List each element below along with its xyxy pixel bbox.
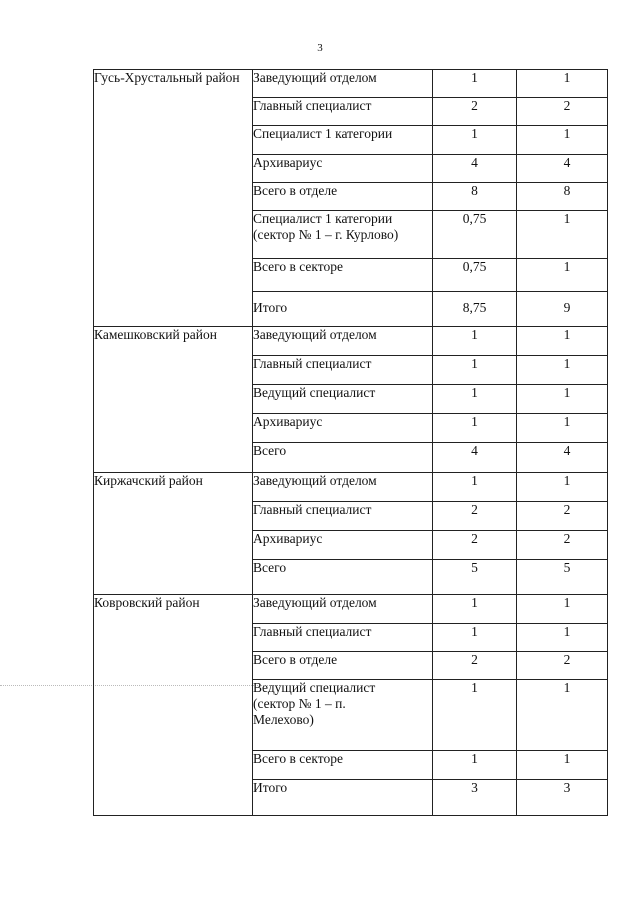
value-cell-b: 1 [517, 211, 608, 259]
value-cell-b: 1 [517, 624, 608, 652]
value-cell-b: 1 [517, 126, 608, 155]
value-cell-a: 1 [433, 751, 517, 780]
position-cell: Главный специалист [253, 98, 433, 126]
position-cell: Заведующий отделом [253, 473, 433, 502]
value-cell-a: 1 [433, 126, 517, 155]
position-cell: Специалист 1 категории (сектор № 1 – г. Курлово) [253, 211, 433, 259]
position-cell: Заведующий отделом [253, 595, 433, 624]
position-cell: Ведущий специалист [253, 385, 433, 414]
district-name: Гусь-Хрустальный район [94, 70, 253, 327]
value-cell-a: 1 [433, 624, 517, 652]
position-cell: Всего [253, 560, 433, 595]
value-cell-a: 8 [433, 183, 517, 211]
position-cell: Всего в отделе [253, 183, 433, 211]
value-cell-a: 1 [433, 680, 517, 751]
position-cell: Главный специалист [253, 624, 433, 652]
position-cell: Итого [253, 780, 433, 816]
value-cell-b: 8 [517, 183, 608, 211]
position-cell: Итого [253, 292, 433, 327]
staff-table [93, 69, 608, 816]
value-cell-b: 1 [517, 385, 608, 414]
value-cell-b: 2 [517, 652, 608, 680]
value-cell-a: 2 [433, 531, 517, 560]
value-cell-b: 9 [517, 292, 608, 327]
value-cell-a: 4 [433, 155, 517, 183]
value-cell-a: 0,75 [433, 259, 517, 292]
district-name: Киржачский район [94, 473, 253, 595]
position-cell: Заведующий отделом [253, 70, 433, 98]
value-cell-b: 3 [517, 780, 608, 816]
value-cell-b: 1 [517, 751, 608, 780]
value-cell-b: 1 [517, 414, 608, 443]
table-row [94, 595, 608, 624]
value-cell-a: 1 [433, 327, 517, 356]
position-cell: Ведущий специалист (сектор № 1 – п. Мелехово) [253, 680, 433, 751]
value-cell-a: 2 [433, 98, 517, 126]
value-cell-a: 0,75 [433, 211, 517, 259]
value-cell-b: 2 [517, 98, 608, 126]
position-cell: Заведующий отделом [253, 327, 433, 356]
value-cell-b: 1 [517, 680, 608, 751]
value-cell-a: 4 [433, 443, 517, 473]
table-row [94, 473, 608, 502]
position-cell: Архивариус [253, 155, 433, 183]
value-cell-b: 4 [517, 155, 608, 183]
value-cell-b: 1 [517, 259, 608, 292]
position-cell: Главный специалист [253, 356, 433, 385]
position-cell: Всего в отделе [253, 652, 433, 680]
position-cell: Главный специалист [253, 502, 433, 531]
position-cell: Архивариус [253, 414, 433, 443]
table-row [94, 327, 608, 356]
value-cell-b: 1 [517, 356, 608, 385]
value-cell-a: 1 [433, 473, 517, 502]
district-name: Камешковский район [94, 327, 253, 473]
value-cell-b: 1 [517, 70, 608, 98]
value-cell-a: 1 [433, 70, 517, 98]
position-cell: Всего в секторе [253, 259, 433, 292]
value-cell-a: 3 [433, 780, 517, 816]
value-cell-b: 2 [517, 531, 608, 560]
value-cell-b: 1 [517, 473, 608, 502]
value-cell-a: 1 [433, 356, 517, 385]
value-cell-a: 5 [433, 560, 517, 595]
value-cell-a: 1 [433, 414, 517, 443]
value-cell-b: 5 [517, 560, 608, 595]
value-cell-b: 2 [517, 502, 608, 531]
district-name: Ковровский район [94, 595, 253, 816]
value-cell-a: 2 [433, 652, 517, 680]
value-cell-a: 1 [433, 385, 517, 414]
value-cell-b: 1 [517, 327, 608, 356]
value-cell-b: 1 [517, 595, 608, 624]
page-number: 3 [317, 42, 323, 54]
position-cell: Архивариус [253, 531, 433, 560]
position-cell: Всего [253, 443, 433, 473]
table-row [94, 70, 608, 98]
position-cell: Всего в секторе [253, 751, 433, 780]
position-cell: Специалист 1 категории [253, 126, 433, 155]
value-cell-a: 8,75 [433, 292, 517, 327]
value-cell-a: 2 [433, 502, 517, 531]
value-cell-a: 1 [433, 595, 517, 624]
value-cell-b: 4 [517, 443, 608, 473]
